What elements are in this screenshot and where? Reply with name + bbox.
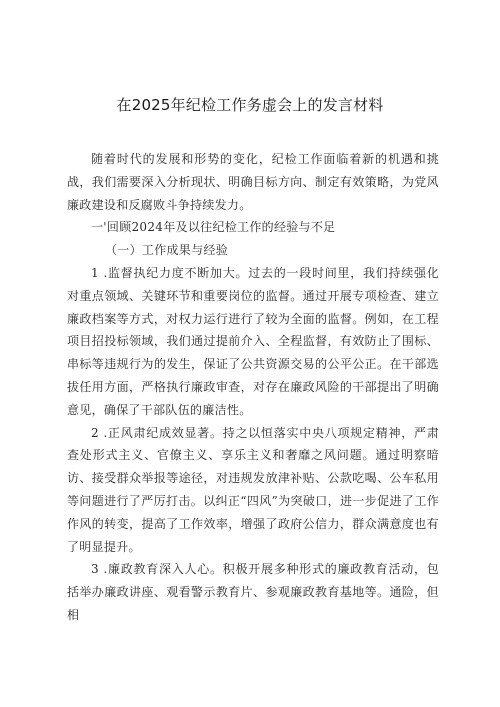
section-heading: 一'回顾2024年及以往纪检工作的经验与不足: [91, 220, 336, 235]
intro-paragraph: 随着时代的发展和形势的变化，纪检工作面临着新的机遇和挑战，我们需要深入分析现状、明确目标方向、制定有效策略，为党风廉政建设和反腐败斗争持续发力。: [67, 152, 439, 212]
document-title: 在2025年纪检工作务虚会上的发言材料: [116, 96, 384, 114]
document-body: [67, 148, 439, 627]
subsection-heading: （一）工作成果与经验: [105, 243, 229, 258]
paragraph-item-2: 2 .正风肃纪成效显著。持之以恒落实中央八项规定精神，严肃查处形式主义、官僚主义、享乐主义和奢靡之风问题。通过明察暗访、接受群众举报等途径，对违规发放津补贴、公款吃喝、公车私用等问题进行了严厉打击。以纠正“四风”为突破口，进一步促进了工作作风的转变，提高了工作效率，增强了政府公信力，群众满意度也有了明显提升。: [67, 425, 439, 554]
paragraph-item-3: 3 .廉政教育深入人心。积极开展多种形式的廉政教育活动，包括举办廉政讲座、观看警示教育片、参观廉政教育基地等。通险，但相: [67, 562, 439, 622]
paragraph-item-1: 1 .监督执纪力度不断加大。过去的一段时间里，我们持续强化对重点领域、关键环节和重要岗位的监督。通过开展专项检查、建立廉政档案等方式，对权力运行进行了较为全面的监督。例如，在工程项目招投标领域，我们通过提前介入、全程监督，有效防止了围标、串标等违规行为的发生，保证了公共资源交易的公平公正。在干部选拔任用方面，严格执行廉政审查，对存在廉政风险的干部提出了明确意见，确保了干部队伍的廉洁性。: [67, 265, 439, 417]
